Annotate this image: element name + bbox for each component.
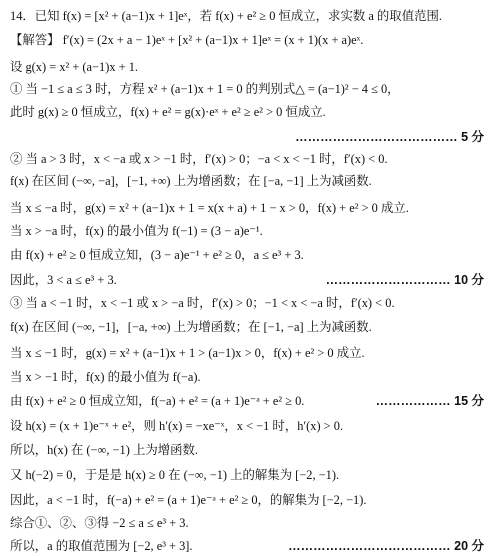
line-text: ① 当 −1 ≤ a ≤ 3 时，方程 x² + (a−1)x + 1 = 0 的判别式△ = (a−1)² − 4 ≤ 0， bbox=[10, 82, 400, 96]
text-line bbox=[0, 536, 492, 556]
text-line bbox=[0, 171, 492, 191]
text-line bbox=[0, 416, 492, 436]
line-text: 又 h(−2) = 0，于是是 h(x) ≥ 0 在 (−∞, −1) 上的解集为 [−2, −1). bbox=[10, 468, 340, 482]
line-text: 所以，a 的取值范围为 [−2, e³ + 3]. bbox=[10, 539, 193, 553]
line-text: 因此，a < −1 时，f(−a) + e² = (a + 1)e⁻ᵃ + e² ≥ 0，的解集为 [−2, −1). bbox=[10, 493, 367, 507]
score-marker: ………………………… 10 分 bbox=[325, 273, 484, 287]
text-line bbox=[0, 391, 492, 411]
line-text: 当 x ≤ −a 时，g(x) = x² + (a−1)x + 1 = x(x + a) + 1 − x > 0，f(x) + e² > 0 成立. bbox=[10, 201, 409, 215]
text-line bbox=[0, 440, 492, 460]
line-text: ② 当 a > 3 时，x < −a 或 x > −1 时，f′(x) > 0；−a < x < −1 时，f′(x) < 0. bbox=[10, 152, 388, 166]
line-text: f(x) 在区间 (−∞, −a]，[−1, +∞) 上为增函数；在 [−a, −1] 上为减函数. bbox=[10, 174, 372, 188]
text-line bbox=[0, 367, 492, 387]
text-line bbox=[0, 513, 492, 533]
text-line bbox=[0, 270, 492, 290]
text-line bbox=[0, 127, 492, 147]
line-text: 综合①、②、③得 −2 ≤ a ≤ e³ + 3. bbox=[10, 516, 189, 530]
text-line bbox=[0, 198, 492, 218]
text-line bbox=[0, 317, 492, 337]
line-text: 由 f(x) + e² ≥ 0 恒成立知，f(−a) + e² = (a + 1)e⁻ᵃ + e² ≥ 0. bbox=[10, 394, 305, 408]
line-text: 当 x > −a 时，f(x) 的最小值为 f(−1) = (3 − a)e⁻¹. bbox=[10, 224, 263, 238]
text-line bbox=[0, 343, 492, 363]
line-text: f(x) 在区间 (−∞, −1]，[−a, +∞) 上为增函数；在 [−1, −a] 上为减函数. bbox=[10, 320, 372, 334]
line-text: 设 h(x) = (x + 1)e⁻ˣ + e²，则 h′(x) = −xe⁻ˣ，x < −1 时，h′(x) > 0. bbox=[10, 419, 344, 433]
text-line bbox=[0, 102, 492, 122]
text-line bbox=[0, 57, 492, 77]
text-line bbox=[0, 149, 492, 169]
line-text: 当 x > −1 时，f(x) 的最小值为 f(−a). bbox=[10, 370, 201, 384]
score-marker: ……………… 15 分 bbox=[375, 394, 484, 408]
score-marker: ………………………………… 5 分 bbox=[295, 130, 484, 144]
text-line bbox=[0, 221, 492, 241]
text-line bbox=[0, 30, 492, 50]
line-text: ③ 当 a < −1 时，x < −1 或 x > −a 时，f′(x) > 0；−1 < x < −a 时，f′(x) < 0. bbox=[10, 296, 395, 310]
text-line bbox=[0, 245, 492, 265]
line-text: 因此，3 < a ≤ e³ + 3. bbox=[10, 273, 117, 287]
text-line bbox=[0, 293, 492, 313]
line-text: 由 f(x) + e² ≥ 0 恒成立知，(3 − a)e⁻¹ + e² ≥ 0，a ≤ e³ + 3. bbox=[10, 248, 304, 262]
line-text: 【解答】 f′(x) = (2x + a − 1)eˣ + [x² + (a−1)x + 1]eˣ = (x + 1)(x + a)eˣ. bbox=[10, 33, 364, 47]
line-text: 设 g(x) = x² + (a−1)x + 1. bbox=[10, 60, 139, 74]
text-line bbox=[0, 490, 492, 510]
line-text: 所以，h(x) 在 (−∞, −1) 上为增函数. bbox=[10, 443, 199, 457]
text-line bbox=[0, 465, 492, 485]
line-text: 此时 g(x) ≥ 0 恒成立，f(x) + e² = g(x)·eˣ + e² ≥ e² > 0 恒成立. bbox=[10, 105, 326, 119]
line-text: 当 x ≤ −1 时，g(x) = x² + (a−1)x + 1 > (a−1)x > 0，f(x) + e² > 0 成立. bbox=[10, 346, 365, 360]
line-text: 14．已知 f(x) = [x² + (a−1)x + 1]eˣ，若 f(x) + e² ≥ 0 恒成立，求实数 a 的取值范围. bbox=[10, 9, 442, 23]
score-marker: ………………………………… 20 分 bbox=[288, 539, 484, 553]
text-line bbox=[0, 6, 492, 26]
text-line bbox=[0, 79, 492, 99]
